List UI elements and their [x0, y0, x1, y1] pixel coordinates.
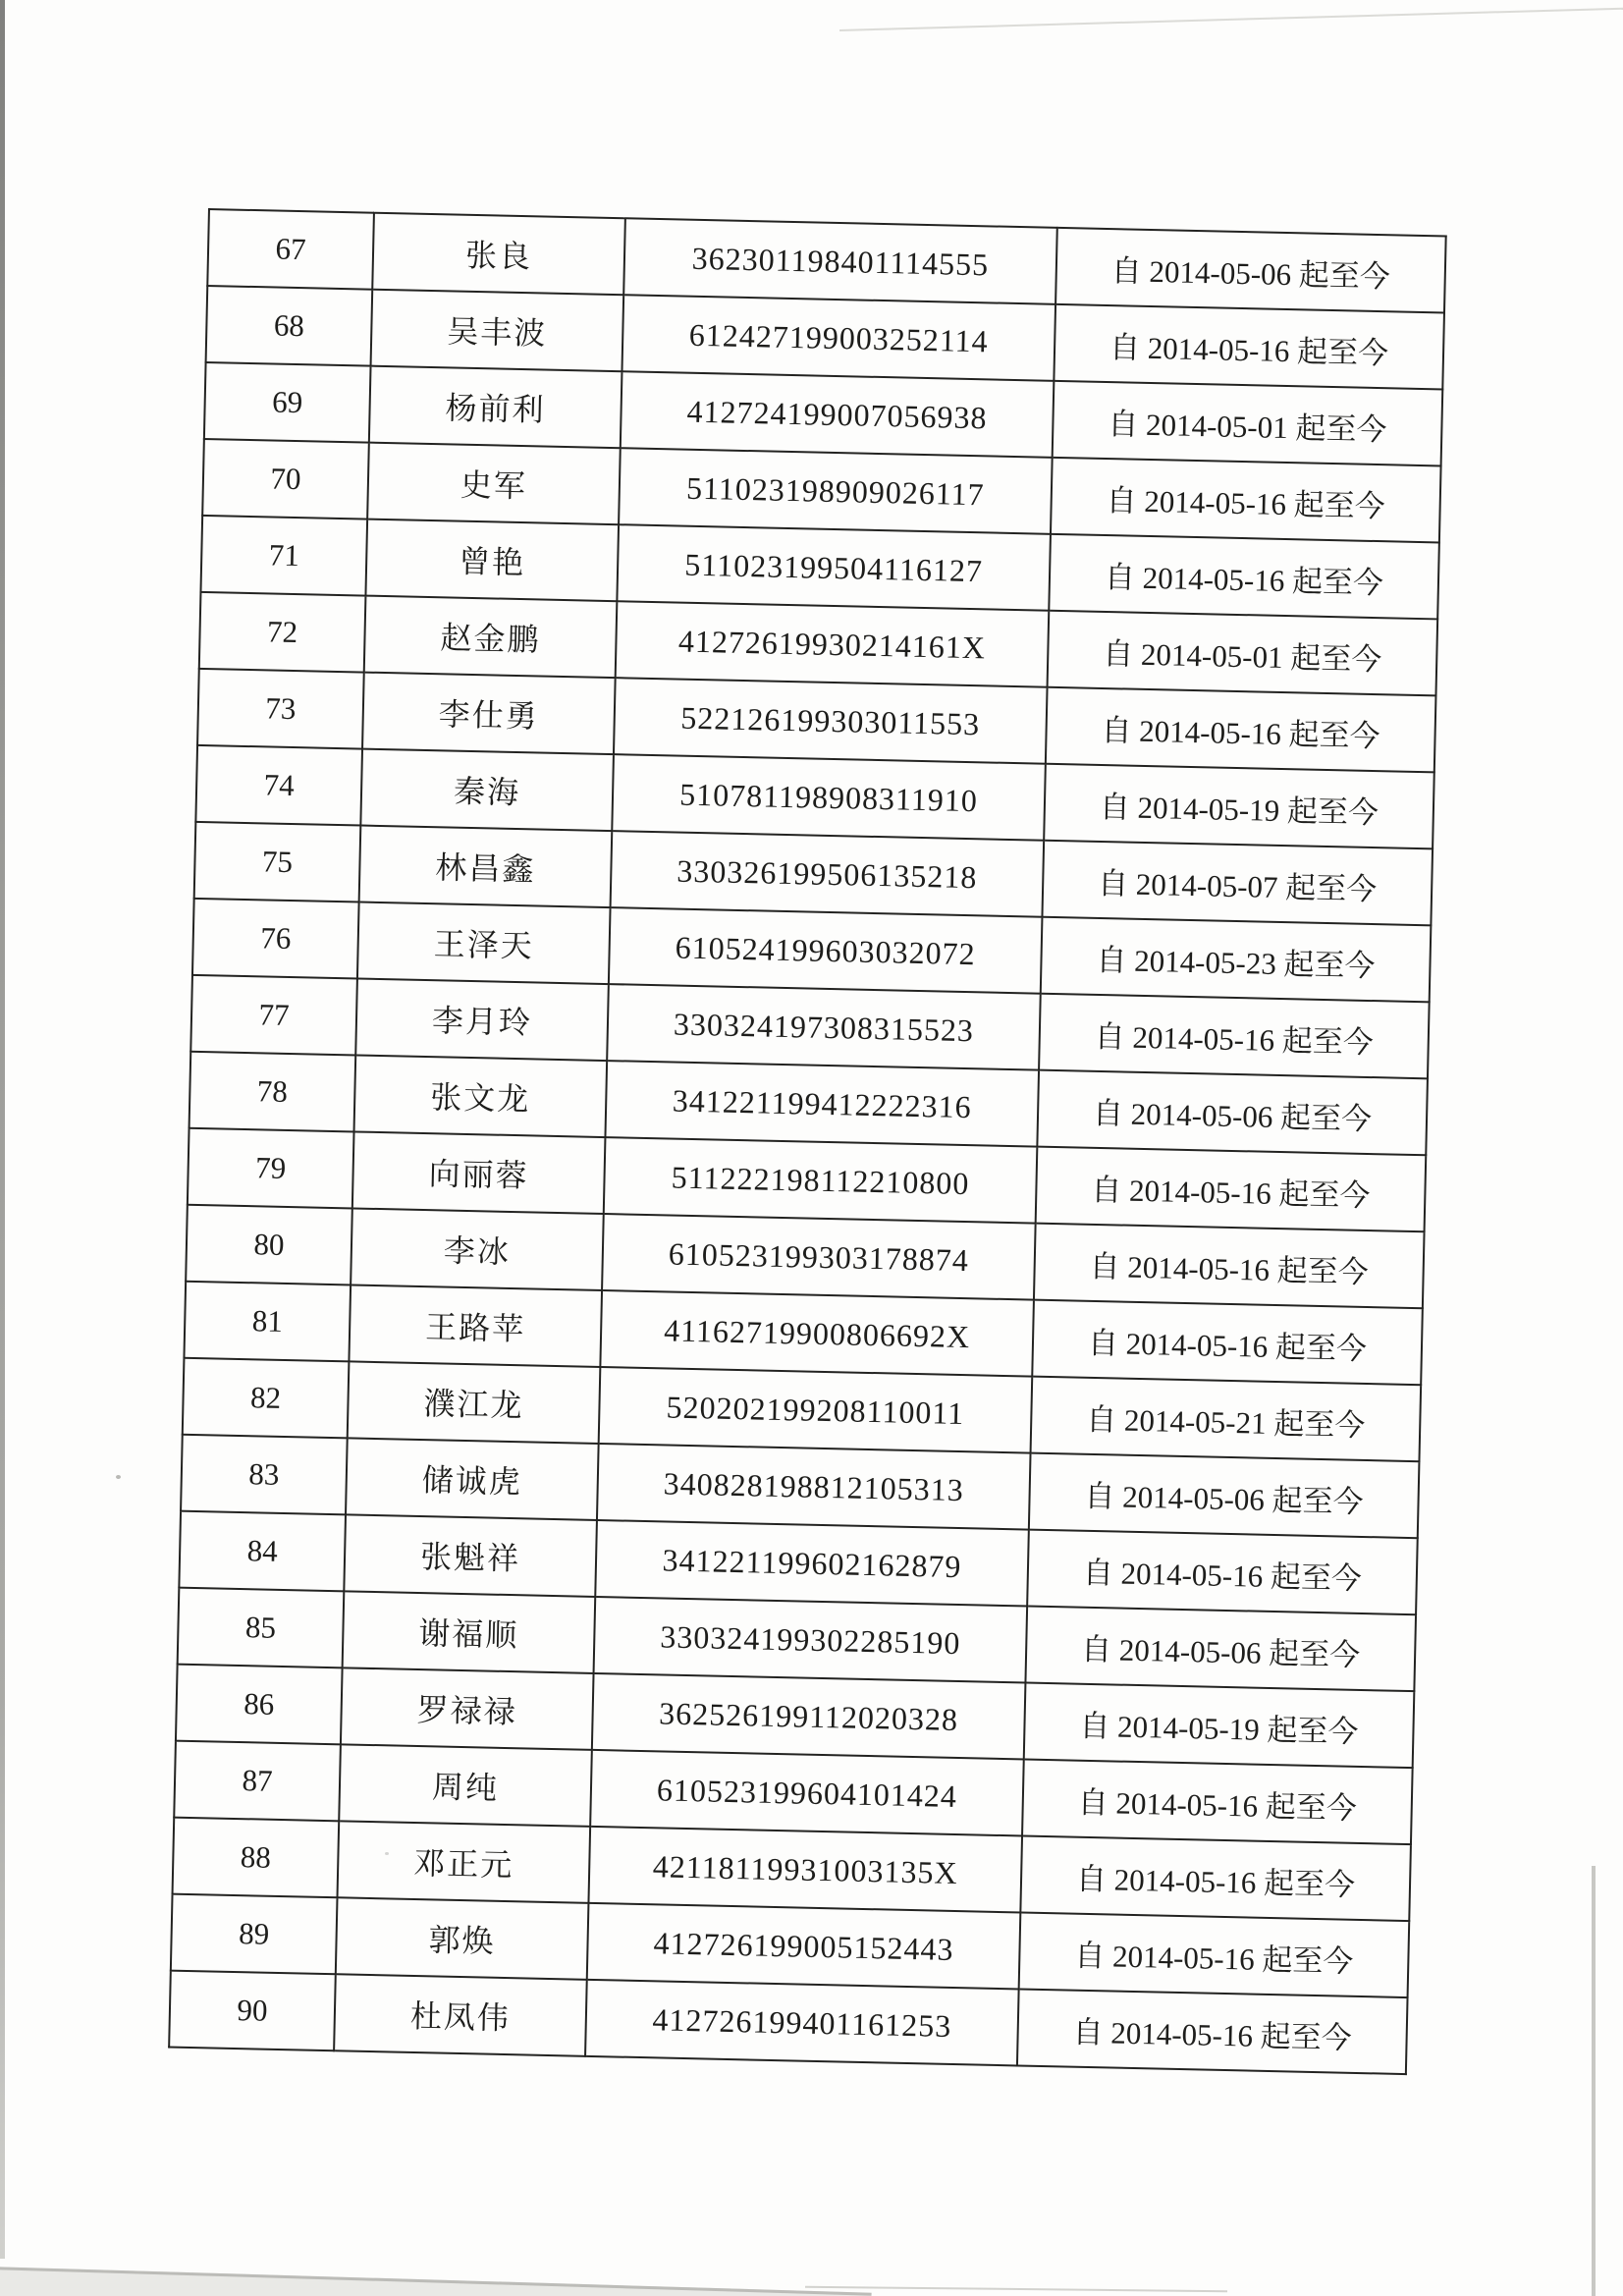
id-number-cell: 610524199603032072: [609, 907, 1043, 994]
name-cell: 李月玲: [355, 979, 609, 1062]
period-cell: 自 2014-05-16 起至今: [1017, 1989, 1408, 2074]
name-cell: 谢福顺: [343, 1591, 596, 1673]
period-cell: 自 2014-05-16 起至今: [1046, 687, 1436, 773]
name-cell: 杨前利: [369, 366, 622, 449]
period-cell: 自 2014-05-01 起至今: [1053, 381, 1443, 466]
period-cell: 自 2014-05-16 起至今: [1019, 1912, 1410, 1997]
scan-edge-left-artifact: [0, 0, 5, 2259]
row-number-cell: 81: [184, 1282, 351, 1362]
scan-speck: [116, 1475, 121, 1479]
name-cell: 杜凤伟: [334, 1974, 587, 2056]
id-number-cell: 341221199412222316: [605, 1061, 1039, 1147]
row-number-cell: 79: [188, 1128, 354, 1209]
period-cell: 自 2014-05-16 起至今: [1054, 304, 1444, 390]
name-cell: 张良: [372, 213, 625, 296]
name-cell: 李仕勇: [362, 673, 616, 755]
id-number-cell: 341221199602162879: [595, 1520, 1029, 1607]
period-cell: 自 2014-05-16 起至今: [1049, 534, 1439, 620]
row-number-cell: 72: [199, 592, 366, 673]
period-cell: 自 2014-05-19 起至今: [1044, 764, 1434, 849]
period-cell: 自 2014-05-07 起至今: [1042, 841, 1433, 926]
name-cell: 罗禄禄: [341, 1667, 594, 1750]
row-number-cell: 85: [178, 1588, 345, 1668]
name-cell: 林昌鑫: [359, 826, 613, 908]
period-cell: 自 2014-05-06 起至今: [1055, 228, 1446, 313]
name-cell: 王泽天: [357, 902, 611, 985]
row-number-cell: 74: [195, 745, 362, 826]
period-cell: 自 2014-05-16 起至今: [1020, 1835, 1411, 1921]
name-cell: 向丽蓉: [352, 1131, 606, 1214]
id-number-cell: 610523199303178874: [602, 1214, 1036, 1300]
id-number-cell: 610523199604101424: [590, 1750, 1024, 1836]
period-cell: 自 2014-05-23 起至今: [1041, 917, 1432, 1003]
name-cell: 濮江龙: [348, 1361, 601, 1444]
id-number-cell: 41272619930214161X: [616, 601, 1050, 687]
row-number-cell: 68: [206, 286, 373, 366]
row-number-cell: 78: [189, 1052, 356, 1132]
row-number-cell: 84: [179, 1511, 346, 1592]
id-number-cell: 362526199112020328: [592, 1673, 1026, 1760]
period-cell: 自 2014-05-06 起至今: [1037, 1070, 1428, 1156]
period-cell: 自 2014-05-01 起至今: [1048, 611, 1438, 696]
row-number-cell: 82: [183, 1358, 350, 1439]
period-cell: 自 2014-05-19 起至今: [1024, 1683, 1415, 1769]
id-number-cell: 41162719900806692X: [600, 1290, 1034, 1377]
row-number-cell: 75: [194, 822, 361, 902]
row-number-cell: 83: [181, 1435, 348, 1515]
row-number-cell: 76: [192, 899, 359, 979]
period-cell: 自 2014-05-16 起至今: [1032, 1300, 1423, 1386]
name-cell: 张文龙: [354, 1055, 608, 1137]
id-number-cell: 330326199506135218: [611, 831, 1045, 917]
period-cell: 自 2014-05-16 起至今: [1022, 1759, 1413, 1844]
name-cell: 储诚虎: [346, 1438, 599, 1520]
period-cell: 自 2014-05-21 起至今: [1031, 1377, 1422, 1462]
row-number-cell: 73: [197, 669, 364, 749]
id-number-cell: 522126199303011553: [614, 678, 1048, 764]
name-cell: 王路苹: [349, 1285, 602, 1367]
id-number-cell: 340828198812105313: [597, 1444, 1031, 1530]
personnel-roster-table: [168, 208, 1447, 2075]
id-number-cell: 362301198401114555: [623, 218, 1057, 304]
period-cell: 自 2014-05-16 起至今: [1039, 994, 1430, 1079]
row-number-cell: 86: [176, 1665, 343, 1745]
id-number-cell: 511023199504116127: [617, 524, 1051, 611]
id-number-cell: 520202199208110011: [599, 1367, 1033, 1453]
period-cell: 自 2014-05-06 起至今: [1029, 1453, 1420, 1539]
row-number-cell: 70: [202, 439, 369, 519]
row-number-cell: 87: [174, 1741, 341, 1822]
name-cell: 曾艳: [365, 519, 619, 602]
scan-edge-bottom-artifact: [0, 2267, 872, 2296]
name-cell: 张魁祥: [344, 1514, 597, 1597]
name-cell: 赵金鹏: [364, 596, 618, 679]
id-number-cell: 511023198909026117: [619, 448, 1053, 534]
row-number-cell: 80: [186, 1205, 352, 1285]
row-number-cell: 77: [190, 975, 357, 1056]
id-number-cell: 42118119931003135X: [588, 1827, 1022, 1913]
id-number-cell: 412726199005152443: [587, 1903, 1021, 1990]
id-number-cell: 612427199003252114: [622, 295, 1055, 381]
id-number-cell: 412724199007056938: [621, 371, 1055, 458]
id-number-cell: 330324199302285190: [594, 1597, 1028, 1683]
top-right-fold-artifact: [839, 7, 1623, 31]
row-number-cell: 90: [169, 1971, 336, 2051]
name-cell: 邓正元: [338, 1821, 591, 1903]
row-number-cell: 88: [173, 1818, 340, 1898]
period-cell: 自 2014-05-16 起至今: [1051, 458, 1441, 543]
name-cell: 史军: [367, 443, 621, 525]
name-cell: 秦海: [360, 749, 614, 832]
scan-edge-right-artifact: [1592, 1866, 1596, 2296]
period-cell: 自 2014-05-06 起至今: [1025, 1607, 1416, 1692]
name-cell: 郭焕: [336, 1897, 589, 1980]
table-region: [168, 208, 1447, 2075]
row-number-cell: 67: [207, 209, 374, 290]
row-number-cell: 69: [204, 362, 371, 443]
row-number-cell: 89: [171, 1894, 338, 1975]
name-cell: 周纯: [339, 1744, 592, 1827]
period-cell: 自 2014-05-16 起至今: [1027, 1530, 1418, 1615]
row-number-cell: 71: [200, 516, 367, 596]
id-number-cell: 330324197308315523: [607, 984, 1041, 1070]
scan-edge-bottom-line-artifact: [805, 2286, 1227, 2293]
period-cell: 自 2014-05-16 起至今: [1036, 1147, 1427, 1232]
period-cell: 自 2014-05-16 起至今: [1034, 1224, 1425, 1309]
name-cell: 李冰: [351, 1208, 604, 1290]
id-number-cell: 511222198112210800: [604, 1137, 1038, 1224]
name-cell: 吴丰波: [371, 290, 624, 372]
id-number-cell: 510781198908311910: [612, 754, 1046, 841]
id-number-cell: 412726199401161253: [585, 1980, 1019, 2066]
